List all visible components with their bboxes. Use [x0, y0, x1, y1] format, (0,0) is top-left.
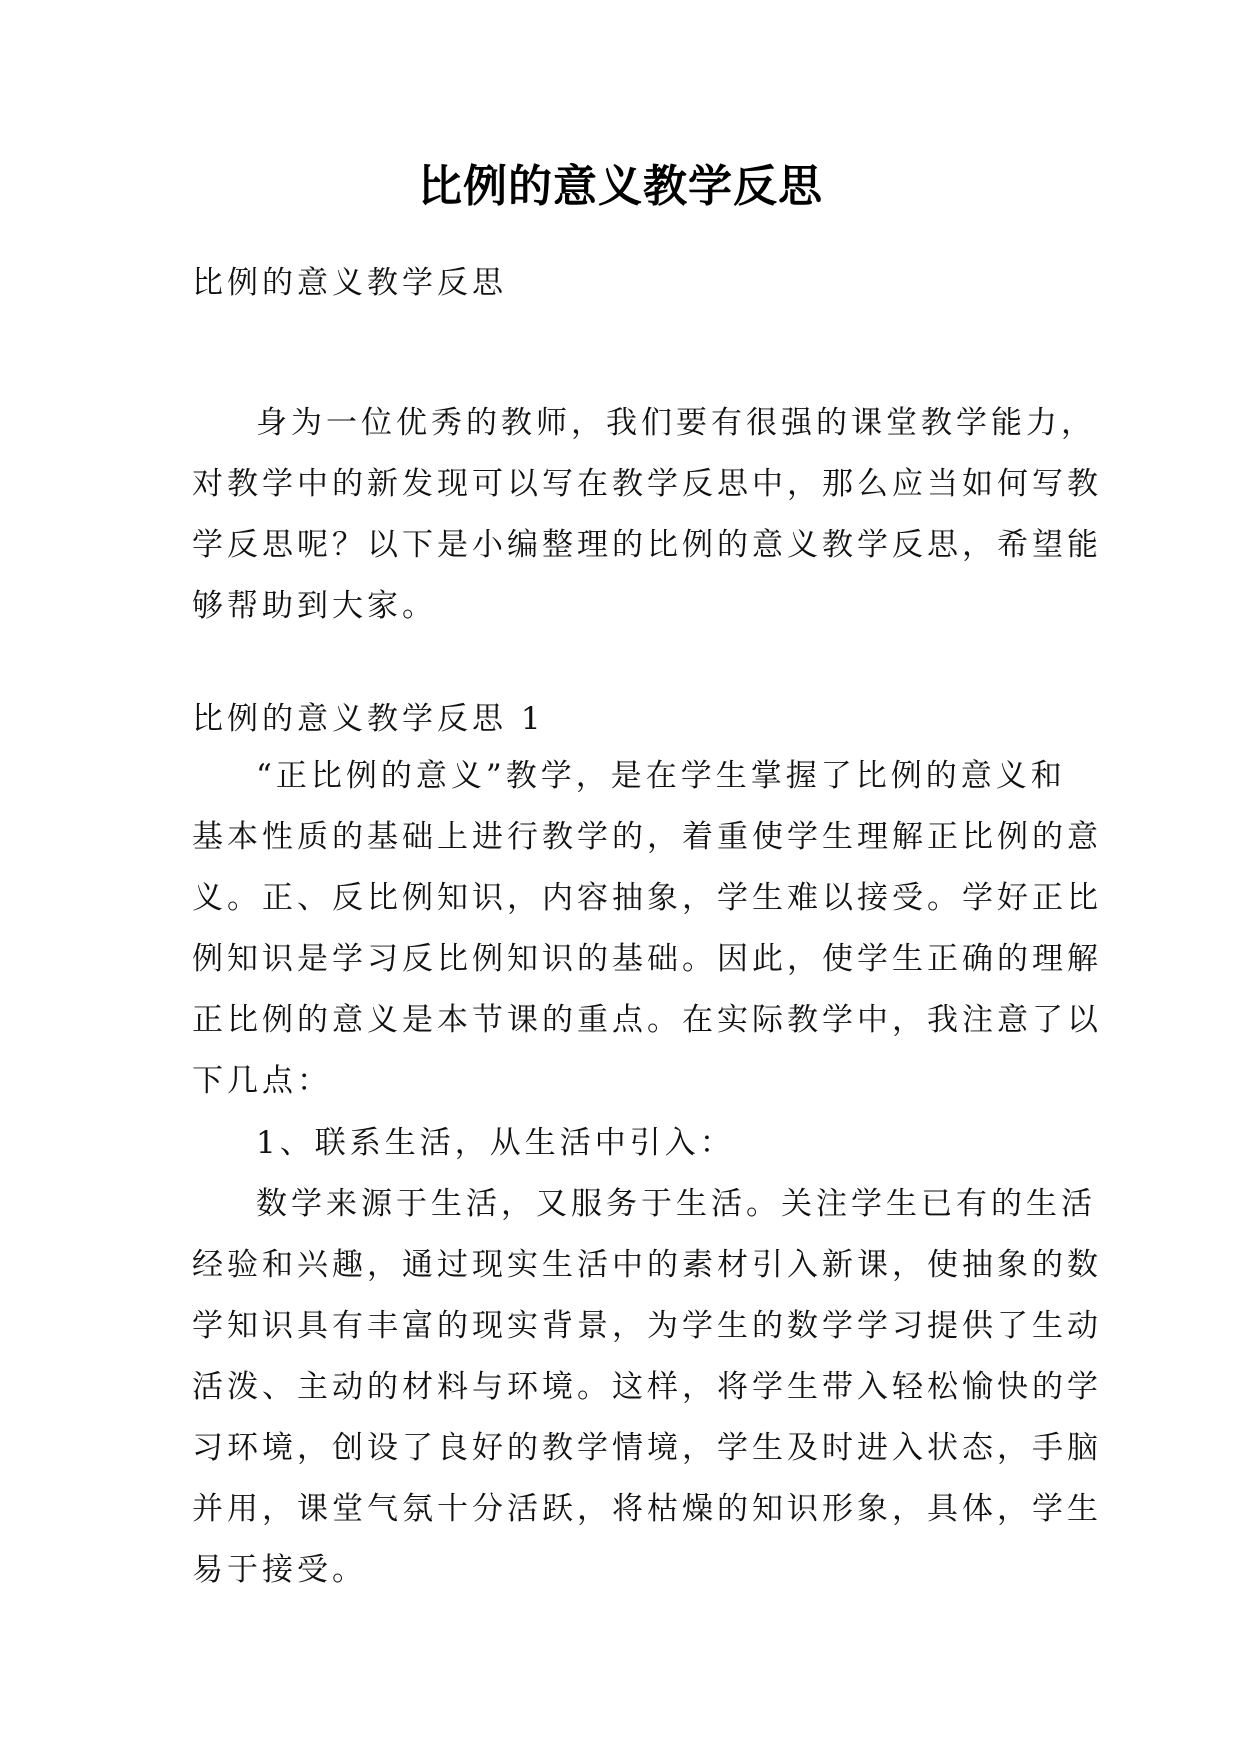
- section-line: 下几点：: [192, 1063, 332, 1099]
- point-line: 易于接受。: [192, 1552, 367, 1588]
- point-line: 活泼、主动的材料与环境。这样，将学生带入轻松愉快的学: [192, 1369, 1102, 1405]
- intro-line: 身为一位优秀的教师，我们要有很强的课堂教学能力，: [256, 405, 1096, 441]
- point-heading: 1、联系生活，从生活中引入：: [256, 1125, 735, 1161]
- point-line: 并用，课堂气氛十分活跃，将枯燥的知识形象，具体，学生: [192, 1491, 1102, 1527]
- document-subtitle: 比例的意义教学反思: [192, 265, 507, 301]
- intro-line: 学反思呢？以下是小编整理的比例的意义教学反思，希望能: [192, 527, 1102, 563]
- point-line: 习环境，创设了良好的教学情境，学生及时进入状态，手脑: [192, 1430, 1102, 1466]
- point-line: 学知识具有丰富的现实背景，为学生的数学学习提供了生动: [192, 1308, 1102, 1344]
- section-line: 基本性质的基础上进行教学的，着重使学生理解正比例的意: [192, 819, 1102, 855]
- section-line: 例知识是学习反比例知识的基础。因此，使学生正确的理解: [192, 941, 1102, 977]
- intro-line: 够帮助到大家。: [192, 588, 437, 624]
- section-line: 义。正、反比例知识，内容抽象，学生难以接受。学好正比: [192, 880, 1102, 916]
- intro-line: 对教学中的新发现可以写在教学反思中，那么应当如何写教: [192, 466, 1102, 502]
- section-line: “正比例的意义”教学，是在学生掌握了比例的意义和: [256, 758, 1066, 794]
- section-heading: 比例的意义教学反思 1: [192, 701, 545, 737]
- point-line: 数学来源于生活，又服务于生活。关注学生已有的生活: [256, 1186, 1096, 1222]
- document-title: 比例的意义教学反思: [418, 161, 823, 212]
- point-line: 经验和兴趣，通过现实生活中的素材引入新课，使抽象的数: [192, 1247, 1102, 1283]
- section-line: 正比例的意义是本节课的重点。在实际教学中，我注意了以: [192, 1002, 1102, 1038]
